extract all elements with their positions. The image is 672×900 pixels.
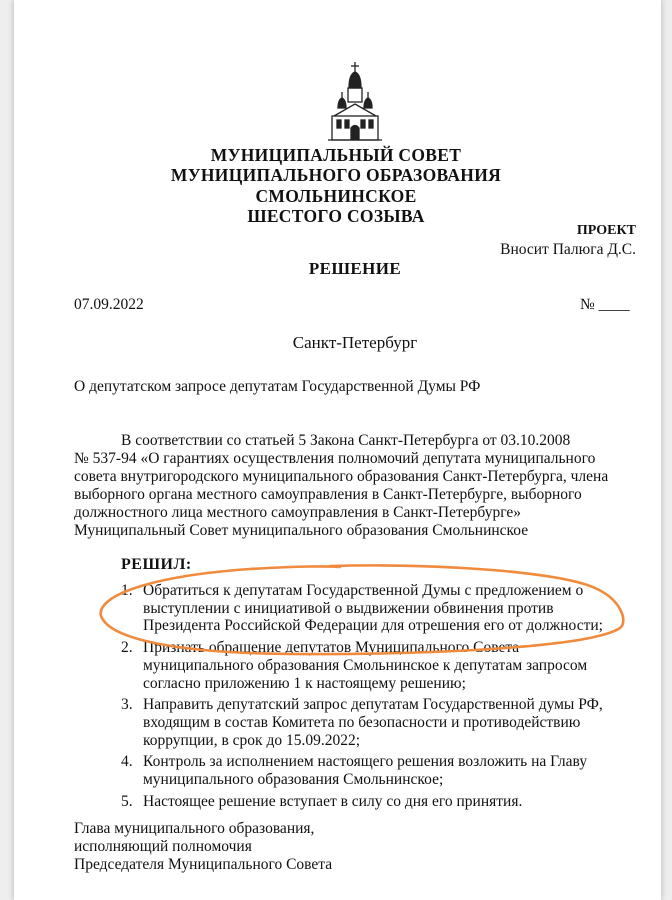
document-number: № ____ — [580, 296, 630, 313]
item-line: Направить депутатский запрос депутатам Государственной думы РФ, — [143, 696, 603, 714]
resolution-item-3 — [121, 696, 641, 749]
preamble-line: № 537-94 «О гарантиях осуществления полномочий депутата муниципального — [74, 450, 596, 468]
preamble-line: выборного органа местного самоуправления в Санкт-Петербурге, выборного — [74, 486, 582, 504]
cathedral-crest-icon — [326, 60, 384, 144]
document-date: 07.09.2022 — [74, 296, 144, 313]
preamble-line: совета внутригородского муниципального образования Санкт-Петербурга, члена — [74, 468, 609, 486]
item-line: Признать обращение депутатов Муниципального Совета — [143, 639, 520, 657]
resolution-item-2 — [121, 639, 641, 692]
draft-label: ПРОЕКТ — [576, 223, 636, 238]
resolved-heading: РЕШИЛ: — [121, 556, 192, 573]
document-subject: О депутатском запросе депутатам Государственной Думы РФ — [74, 378, 481, 395]
preamble-paragraph — [74, 432, 634, 541]
item-number: 5. — [121, 792, 133, 810]
item-number: 2. — [121, 639, 133, 657]
signature-block — [74, 820, 332, 874]
item-line: Президента Российской Федерации для отрешения его от должности; — [143, 617, 603, 635]
council-title-line-4: ШЕСТОГО СОЗЫВА — [247, 206, 425, 226]
item-number: 4. — [121, 753, 133, 771]
item-number: 3. — [121, 696, 133, 714]
item-line: входящим в состав Комитета по безопасности и противодействию — [143, 713, 581, 731]
preamble-line: Муниципальный Совет муниципального образования Смольнинское — [74, 522, 529, 540]
item-line: муниципального образования Смольнинское к депутатам запросом — [143, 656, 588, 674]
item-line: Обратиться к депутатам Государственной Думы с предложением о — [143, 582, 584, 599]
document-type-heading: РЕШЕНИЕ — [308, 259, 402, 278]
council-title-line-2: МУНИЦИПАЛЬНОГО ОБРАЗОВАНИЯ — [170, 165, 502, 185]
resolution-list — [121, 582, 641, 814]
author-line: Вносит Палюга Д.С. — [500, 241, 636, 258]
item-line: Контроль за исполнением настоящего решения возложить на Главу — [143, 753, 588, 771]
item-line: Настоящее решение вступает в силу со дня его принятия. — [143, 792, 523, 810]
preamble-line: В соответствии со статьей 5 Закона Санкт-Петербурга от 03.10.2008 — [121, 432, 571, 449]
resolution-item-5 — [121, 793, 641, 811]
council-title-line-3: СМОЛЬНИНСКОЕ — [255, 186, 417, 206]
city-name: Санкт-Петербург — [292, 333, 418, 352]
signature-line: исполняющий полномочия — [74, 838, 252, 855]
resolution-item-1 — [121, 582, 641, 635]
item-line: коррупции, в срок до 15.09.2022; — [143, 731, 361, 749]
item-number: 1. — [121, 582, 133, 599]
signature-line: Глава муниципального образования, — [74, 820, 315, 837]
preamble-line: должностного лица местного самоуправления в Санкт-Петербурге» — [74, 504, 521, 522]
council-title-line-1: МУНИЦИПАЛЬНЫЙ СОВЕТ — [210, 145, 462, 165]
item-line: согласно приложению 1 к настоящему решению; — [143, 674, 466, 692]
item-line: муниципального образования Смольнинское; — [143, 771, 444, 789]
resolution-item-4 — [121, 753, 641, 788]
signature-line: Председателя Муниципального Совета — [74, 856, 333, 873]
item-line: выступлении с инициативой о выдвижении обвинения против — [143, 599, 554, 617]
